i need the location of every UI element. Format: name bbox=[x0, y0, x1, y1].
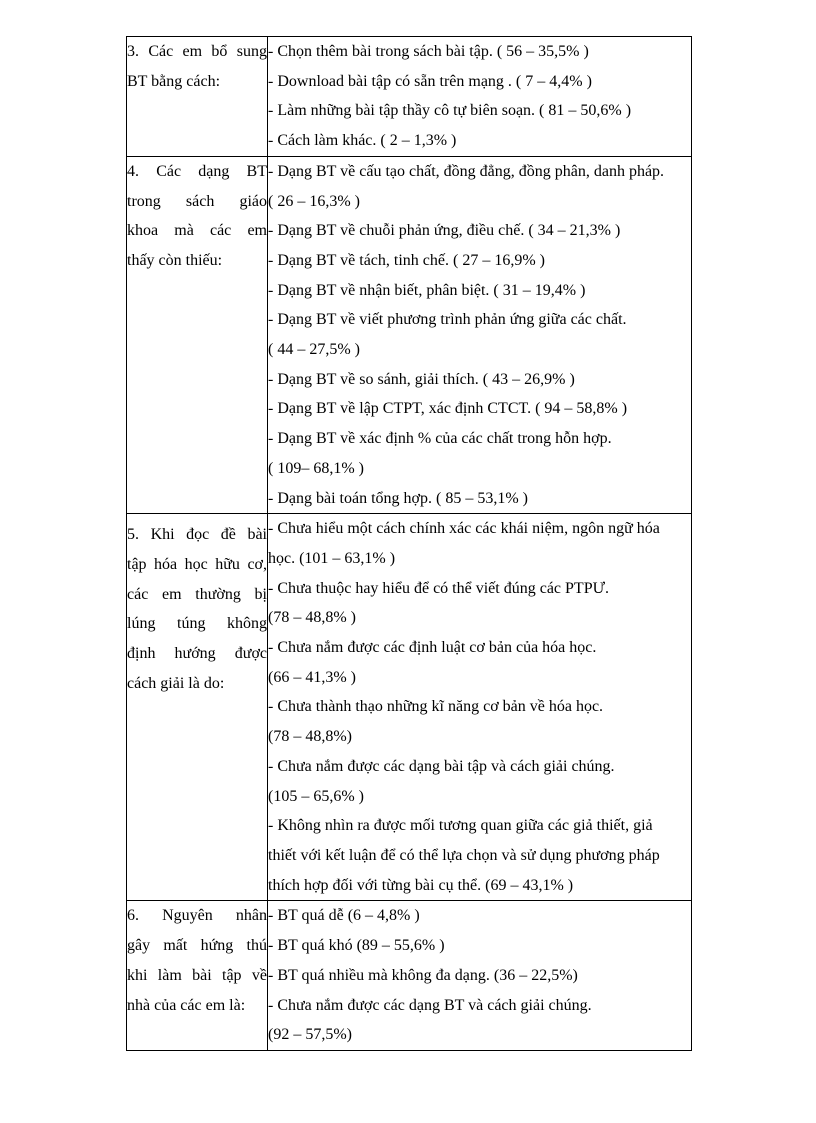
question-line: định hướng được bbox=[127, 645, 267, 663]
answer-line: - Dạng BT về nhận biết, phân biệt. ( 31 – 19,4% ) bbox=[268, 281, 586, 299]
answer-line: - Không nhìn ra được mối tương quan giữa các giả thiết, giả bbox=[268, 817, 653, 835]
answer-line: - Chưa thành thạo những kĩ năng cơ bản về hóa học. bbox=[268, 698, 604, 716]
answer-line: - Dạng BT về tách, tinh chế. ( 27 – 16,9% ) bbox=[268, 251, 545, 269]
answer-line: - Chưa nắm được các định luật cơ bản của hóa học. bbox=[268, 639, 597, 657]
answer-line: - Dạng BT về viết phương trình phản ứng giữa các chất. bbox=[268, 311, 627, 329]
answer-line: (78 – 48,8%) bbox=[268, 728, 352, 746]
question-line: các em thường bị bbox=[127, 585, 267, 603]
question-line: tập hóa học hữu cơ, bbox=[127, 555, 267, 573]
answer-line: - Chưa hiểu một cách chính xác các khái niệm, ngôn ngữ hóa bbox=[268, 520, 660, 538]
answer-line: - Chọn thêm bài trong sách bài tập. ( 56 – 35,5% ) bbox=[268, 43, 589, 60]
question-line: 6. Nguyên nhân bbox=[127, 907, 267, 925]
answer-line: - Dạng BT về cấu tạo chất, đồng đẳng, đồng phân, danh pháp. bbox=[268, 162, 665, 180]
answer-cell bbox=[268, 901, 692, 1051]
question-line: BT bằng cách: bbox=[127, 72, 221, 90]
question-cell bbox=[127, 901, 268, 1051]
survey-table bbox=[126, 36, 692, 1051]
question-line: thấy còn thiếu: bbox=[127, 251, 223, 269]
answer-line: (105 – 65,6% ) bbox=[268, 787, 364, 805]
answer-line: (66 – 41,3% ) bbox=[268, 668, 356, 686]
answer-line: - Dạng BT về chuỗi phản ứng, điều chế. ( 34 – 21,3% ) bbox=[268, 222, 621, 240]
table-row bbox=[127, 514, 692, 901]
survey-table-body bbox=[127, 37, 692, 1051]
table-row bbox=[127, 901, 692, 1051]
question-line: gây mất hứng thú bbox=[127, 937, 267, 955]
answer-cell bbox=[268, 514, 692, 901]
answer-line: ( 26 – 16,3% ) bbox=[268, 192, 360, 210]
question-line: khi làm bài tập về bbox=[127, 966, 267, 984]
answer-line: - Download bài tập có sẵn trên mạng . ( 7 – 4,4% ) bbox=[268, 72, 592, 90]
answer-cell bbox=[268, 37, 692, 157]
question-line: 5. Khi đọc đề bài bbox=[127, 526, 267, 544]
answer-line: ( 44 – 27,5% ) bbox=[268, 341, 360, 359]
question-cell bbox=[127, 514, 268, 901]
table-row bbox=[127, 37, 692, 157]
question-line: cách giải là do: bbox=[127, 674, 225, 692]
answer-line: - BT quá nhiều mà không đa dạng. (36 – 22,5%) bbox=[268, 966, 578, 984]
answer-line: - Dạng BT về so sánh, giải thích. ( 43 – 26,9% ) bbox=[268, 370, 575, 388]
answer-line: học. (101 – 63,1% ) bbox=[268, 549, 396, 567]
question-line: lúng túng không bbox=[127, 615, 267, 633]
question-line: khoa mà các em bbox=[127, 222, 267, 240]
answer-line: ( 109– 68,1% ) bbox=[268, 459, 364, 477]
answer-line: - Dạng BT về xác định % của các chất trong hỗn hợp. bbox=[268, 430, 612, 448]
answer-line: thích hợp đối với từng bài cụ thể. (69 – 43,1% ) bbox=[268, 876, 574, 894]
table-row bbox=[127, 156, 692, 513]
answer-line: - Chưa nắm được các dạng bài tập và cách giải chúng. bbox=[268, 757, 615, 775]
answer-line: - Chưa thuộc hay hiểu để có thể viết đúng các PTPƯ. bbox=[268, 579, 609, 597]
answer-line: (78 – 48,8% ) bbox=[268, 609, 356, 627]
answer-line: - BT quá khó (89 – 55,6% ) bbox=[268, 937, 445, 955]
answer-line: - Dạng bài toán tổng hợp. ( 85 – 53,1% ) bbox=[268, 489, 528, 507]
question-cell bbox=[127, 37, 268, 157]
answer-line: - Cách làm khác. ( 2 – 1,3% ) bbox=[268, 132, 457, 150]
question-line: 3. Các em bổ sung bbox=[127, 43, 267, 60]
answer-cell bbox=[268, 156, 692, 513]
answer-line: - BT quá dễ (6 – 4,8% ) bbox=[268, 907, 420, 925]
question-line: 4. Các dạng BT bbox=[127, 162, 267, 180]
question-line: nhà của các em là: bbox=[127, 996, 246, 1014]
answer-line: - Dạng BT về lập CTPT, xác định CTCT. ( 94 – 58,8% ) bbox=[268, 400, 628, 418]
answer-line: thiết với kết luận để có thể lựa chọn và sử dụng phương pháp bbox=[268, 846, 660, 864]
question-cell bbox=[127, 156, 268, 513]
answer-line: (92 – 57,5%) bbox=[268, 1026, 352, 1044]
answer-line: - Chưa nắm được các dạng BT và cách giải chúng. bbox=[268, 996, 592, 1014]
answer-line: - Làm những bài tập thầy cô tự biên soạn. ( 81 – 50,6% ) bbox=[268, 102, 632, 120]
question-line: trong sách giáo bbox=[127, 192, 267, 210]
